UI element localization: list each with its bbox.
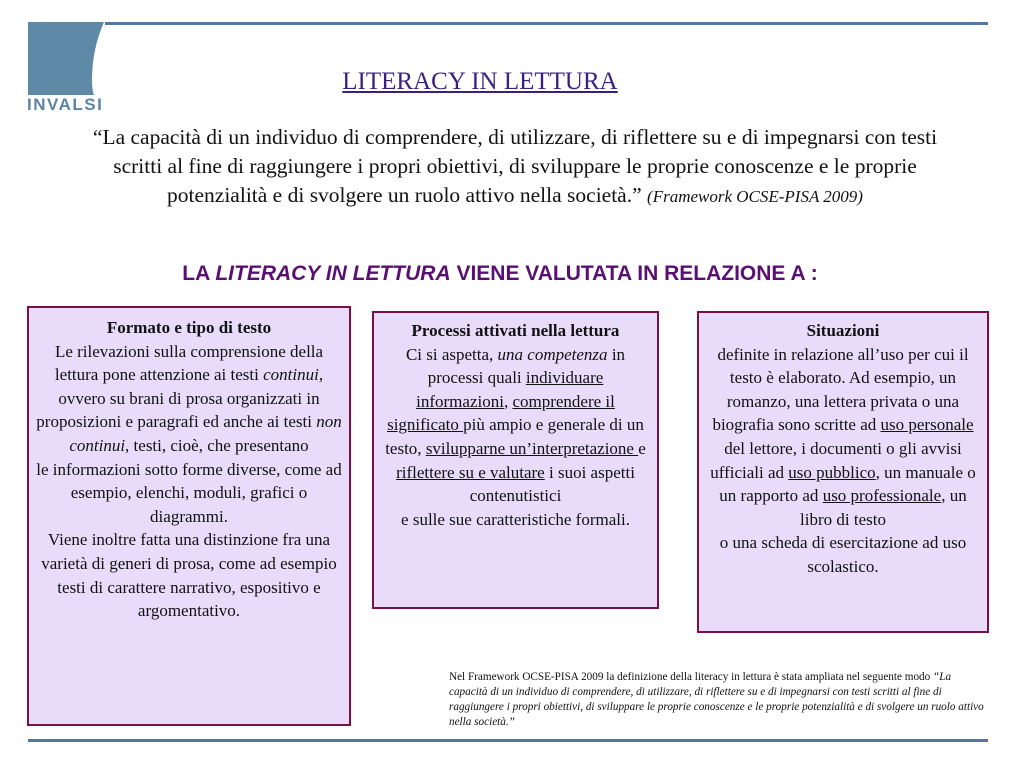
box-formato-genres: Viene inoltre fatta una distinzione fra una varietà di generi di prosa, come ad esempio testi di carattere narrativo, espositivo e argomentativo. (41, 530, 337, 621)
quote-text: “La capacità di un individuo di comprendere, di utilizzare, di riflettere su e di impegnarsi con testi scritti al fine di raggiungere i propri obiettivi, di sviluppare le proprie conoscenze e le proprie potenzialità e di svolgere un ruolo attivo nella società.” (92, 125, 938, 207)
logo-text: INVALSI (27, 95, 104, 114)
box-situazioni-body: definite in relazione all’uso per cui il testo è elaborato. Ad esempio, un romanzo, una lettera privata o una biografia sono scritte ad uso personale del lettore, i documenti o gli avvisi ufficiali ad uso pubblico, un manuale o un rapporto ad uso professionale, un libro di testo (710, 344, 976, 529)
footnote (449, 670, 989, 730)
box-formato-body: Le rilevazioni sulla comprensione della lettura pone attenzione ai testi continui, ovvero su brani di prosa organizzati in proposizioni e paragrafi ed anche ai testi non continui, testi, cioè, che presentano (36, 341, 342, 455)
box-processi-heading: Processi attivati nella lettura (411, 321, 620, 340)
page-title: LITERACY IN LETTURA (342, 68, 618, 95)
quote-source: (Framework OCSE-PISA 2009) (647, 187, 863, 206)
box-processi-body: Ci si aspetta, una competenza in processi quali individuare informazioni, comprendere il significato più ampio e generale di un testo, svilupparne un’interpretazione e riflettere su e valutare i suoi aspetti contenutistici (385, 344, 646, 506)
definition-quote (80, 123, 950, 211)
box-situazioni-school: o una scheda di esercitazione ad uso scolastico. (719, 533, 967, 576)
section-subtitle (0, 262, 1000, 286)
box-formato-forms: le informazioni sotto forme diverse, come ad esempio, elenchi, moduli, grafici o diagrammi. (36, 459, 342, 526)
footnote-plain: Nel Framework OCSE-PISA 2009 la definizione della literacy in lettura è stata ampliata nel seguente modo (449, 671, 934, 683)
box-formato-heading: Formato e tipo di testo (106, 318, 272, 337)
bottom-divider-line (28, 739, 988, 742)
box-situazioni-heading: Situazioni (806, 321, 880, 340)
box-formato (27, 306, 351, 726)
footnote-italic: “La capacità di un individuo di comprendere, di utilizzare, di riflettere su e di impegnarsi con testi scritti al fine di raggiungere i propri obiettivi, di sviluppare le proprie conoscenze e le proprie potenzialità e di svolgere un ruolo attivo nella società.” (449, 671, 984, 728)
box-processi-formal: e sulle sue caratteristiche formali. (401, 509, 630, 529)
box-processi (372, 311, 659, 609)
box-situazioni (697, 311, 989, 633)
subtitle-italic: LITERACY IN LETTURA (215, 262, 451, 285)
top-divider-line (105, 22, 988, 25)
subtitle-suffix: VIENE VALUTATA IN RELAZIONE A : (450, 262, 818, 285)
subtitle-prefix: LA (182, 262, 216, 285)
